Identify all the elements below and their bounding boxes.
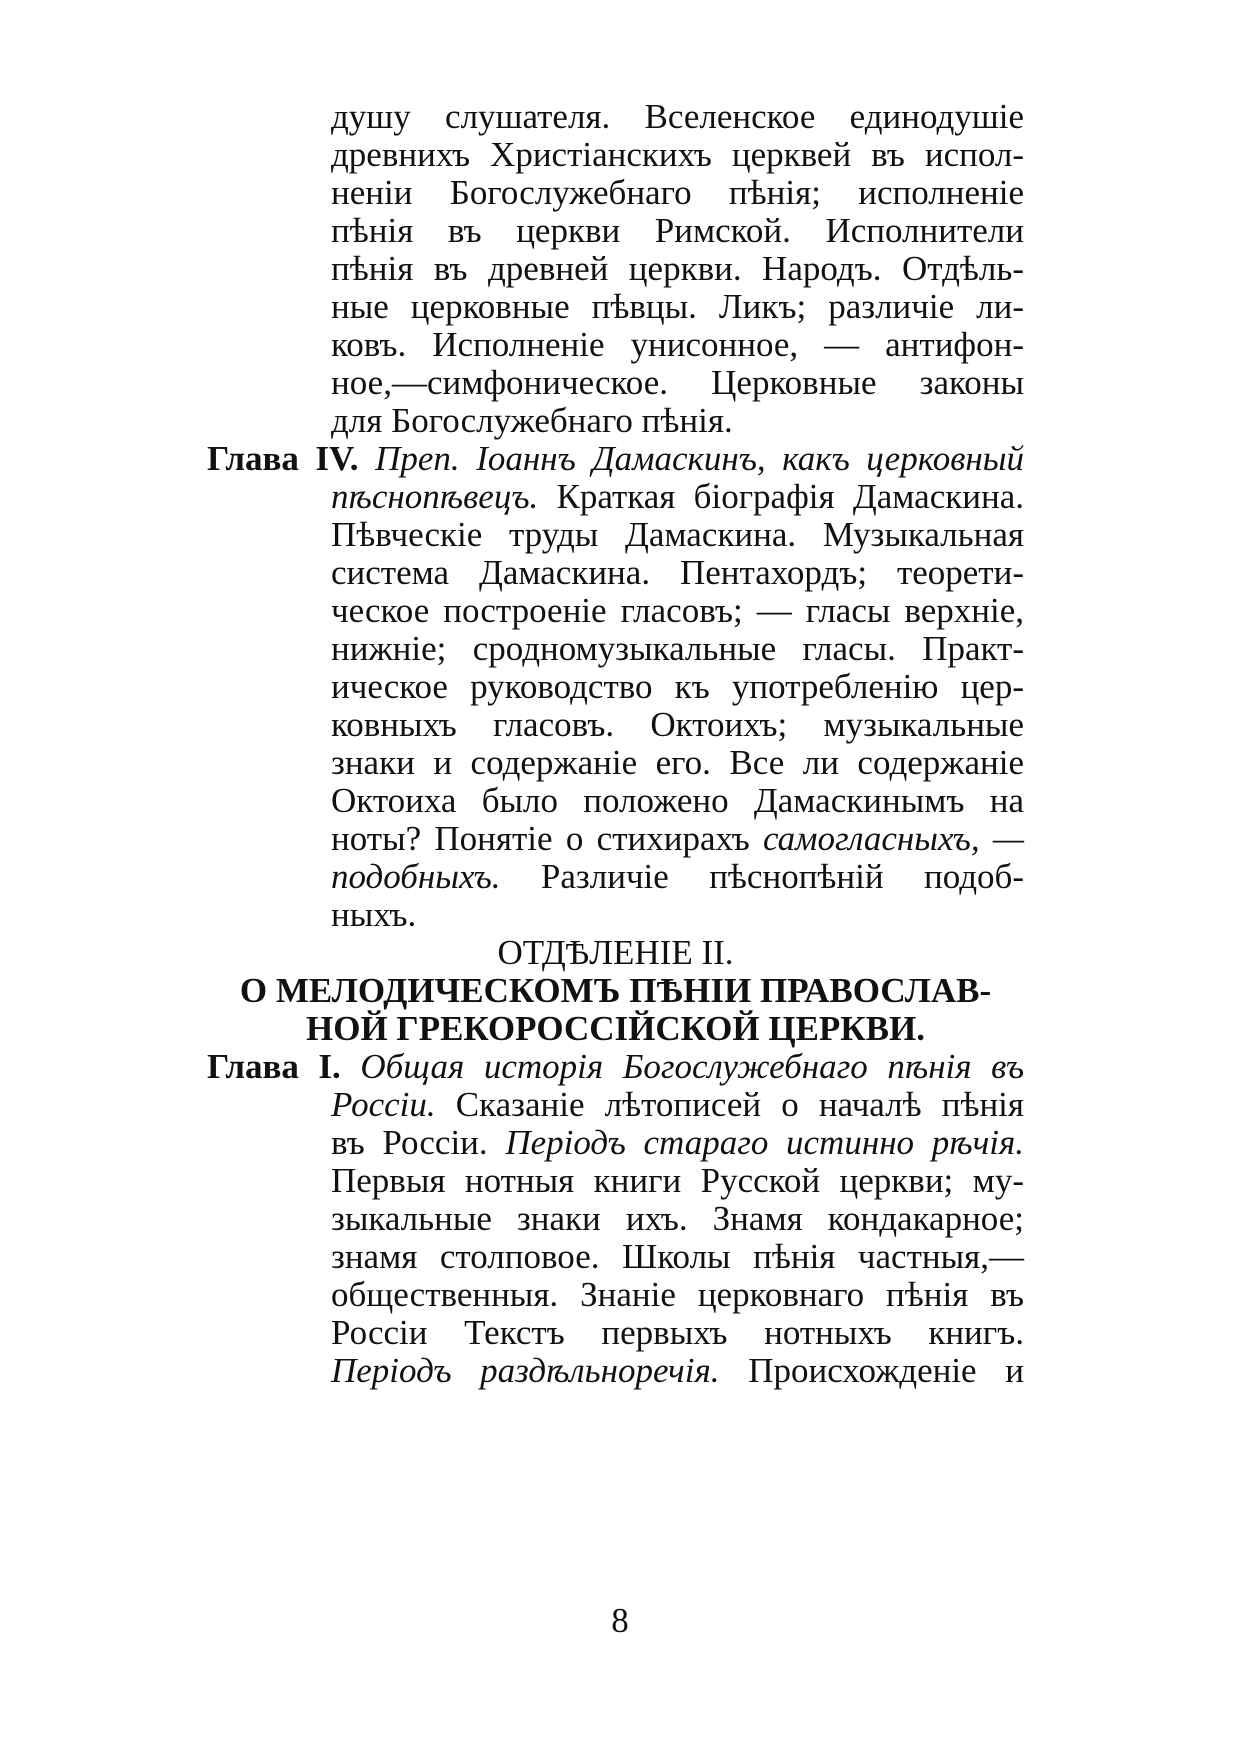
text-line: ныхъ. bbox=[331, 895, 417, 934]
chapter-4-title-cont: пѣснопѣвецъ. bbox=[331, 477, 539, 516]
italic-term: самогласныхъ, — bbox=[763, 819, 1024, 858]
text-line: пѣнія въ церкви Римской. Исполнители bbox=[331, 211, 1024, 250]
text-line bbox=[331, 476, 1024, 518]
text-line: ковъ. Исполненіе унисонное, — антифон- bbox=[331, 325, 1024, 364]
text-line: ное,—симфоническое. Церковные законы bbox=[331, 363, 1024, 402]
text-line: Октоиха было положено Дамаскинымъ на bbox=[331, 781, 1024, 820]
text-span: Происхожденіе и bbox=[748, 1351, 1025, 1390]
chapter-4-text: Краткая біографія Дамаскина. bbox=[556, 477, 1025, 516]
text-line bbox=[331, 1350, 1024, 1392]
text-line: ковныхъ гласовъ. Октоихъ; музыкальные bbox=[331, 705, 1024, 744]
chapter-4-label: Глава IV. bbox=[207, 439, 359, 478]
chapter-4-heading-line bbox=[207, 438, 1024, 480]
text-line: знамя столповое. Школы пѣнія частныя,— bbox=[331, 1237, 1024, 1276]
text-line: общественныя. Знаніе церковнаго пѣнія въ bbox=[331, 1275, 1024, 1314]
text-line: ческое построеніе гласовъ; — гласы верхніе, bbox=[331, 591, 1024, 630]
text-line: зыкальные знаки ихъ. Знамя кондакарное; bbox=[331, 1199, 1024, 1238]
text-line: ическое руководство къ употребленію цер- bbox=[331, 667, 1024, 706]
italic-term: Періодъ раздѣльноречія. bbox=[331, 1351, 720, 1390]
chapter-1-label: Глава I. bbox=[207, 1047, 341, 1086]
chapter-1-title-cont: Россіи. bbox=[331, 1085, 436, 1124]
text-span: ноты? Понятіе о стихирахъ bbox=[331, 819, 750, 858]
text-line: знаки и содержаніе его. Все ли содержаніе bbox=[331, 743, 1024, 782]
section-title: ОТДѢЛЕНІЕ II. bbox=[497, 933, 734, 972]
text-line bbox=[331, 818, 1024, 860]
text-line: нижніе; сродномузыкальные гласы. Практ- bbox=[331, 629, 1024, 668]
chapter-1-heading-line bbox=[207, 1046, 1024, 1088]
text-line: душу слушателя. Вселенское единодушіе bbox=[331, 97, 1024, 136]
text-span: въ Россіи. bbox=[331, 1123, 488, 1162]
chapter-1-text: Сказаніе лѣтописей о началѣ пѣнія bbox=[455, 1085, 1025, 1124]
section-subtitle: НОЙ ГРЕКОРОССІЙСКОЙ ЦЕРКВИ. bbox=[306, 1009, 925, 1048]
chapter-1-title: Общая исторія Богослужебнаго пѣнія въ bbox=[360, 1047, 1025, 1086]
chapter-4-title: Преп. Іоаннъ Дамаскинъ, какъ церковный bbox=[375, 439, 1024, 478]
text-line bbox=[331, 1122, 1024, 1164]
text-line bbox=[331, 1084, 1024, 1126]
italic-term: подобныхъ. bbox=[331, 857, 501, 896]
text-line bbox=[331, 856, 1024, 898]
page-number: 8 bbox=[611, 1601, 629, 1640]
text-line: пѣнія въ древней церкви. Народъ. Отдѣль- bbox=[331, 249, 1024, 288]
text-line: для Богослужебнаго пѣнія. bbox=[331, 401, 733, 440]
text-line: древнихъ Христіанскихъ церквей въ испол- bbox=[331, 135, 1024, 174]
italic-term: Періодъ стараго истинно рѣчія. bbox=[505, 1123, 1025, 1162]
text-line: Россіи Текстъ первыхъ нотныхъ книгъ. bbox=[331, 1313, 1024, 1352]
text-span: Различіе пѣснопѣній подоб- bbox=[540, 857, 1024, 896]
text-line: Пѣвческіе труды Дамаскина. Музыкальная bbox=[331, 515, 1024, 554]
text-line: Первыя нотныя книги Русской церкви; му- bbox=[331, 1161, 1024, 1200]
text-line: ные церковные пѣвцы. Ликъ; различіе ли- bbox=[331, 287, 1024, 326]
text-line: неніи Богослужебнаго пѣнія; исполненіе bbox=[331, 173, 1024, 212]
text-line: система Дамаскина. Пентахордъ; теорети- bbox=[331, 553, 1024, 592]
section-subtitle: О МЕЛОДИЧЕСКОМЪ ПѢНІИ ПРАВОСЛАВ- bbox=[239, 971, 992, 1010]
